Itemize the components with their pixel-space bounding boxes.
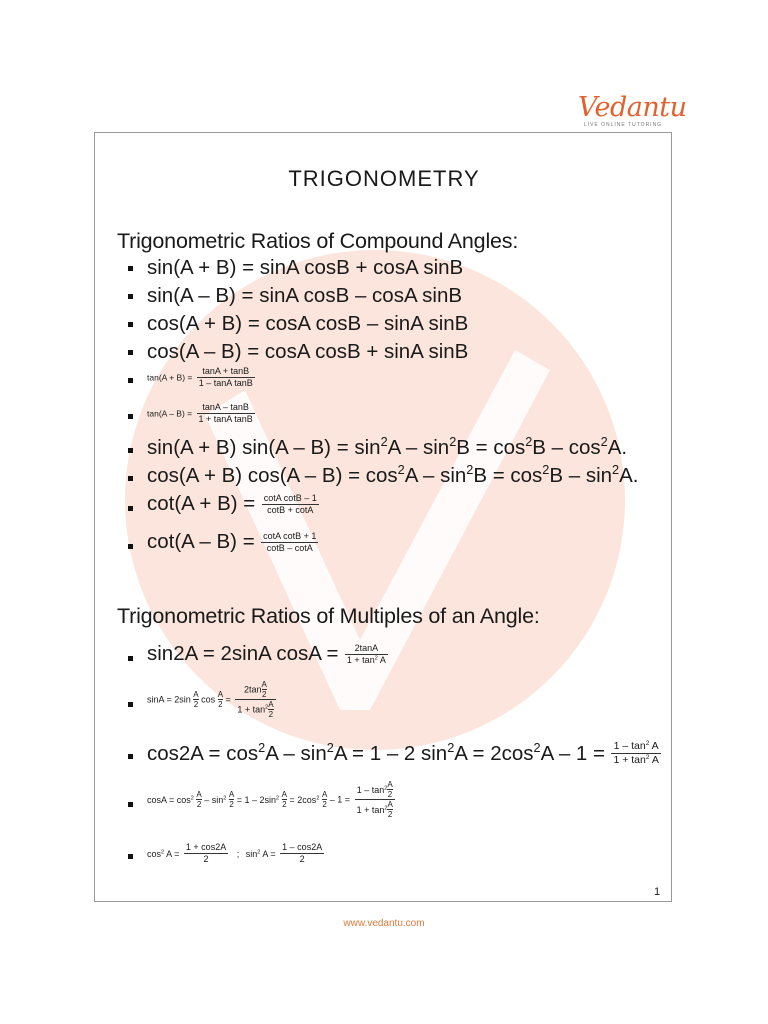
logo-wordmark: Vedantu	[578, 92, 687, 123]
bullet	[128, 702, 133, 707]
bullet	[128, 448, 133, 453]
bullet	[128, 476, 133, 481]
footer-url[interactable]: www.vedantu.com	[343, 918, 425, 929]
bullet	[128, 754, 133, 759]
bullet	[128, 544, 133, 549]
section-heading-compound: Trigonometric Ratios of Compound Angles:	[117, 229, 519, 253]
page-title: TRIGONOMETRY	[288, 166, 480, 191]
bullet	[128, 802, 133, 807]
logo-tagline: LIVE ONLINE TUTORING	[583, 122, 663, 128]
bullet	[128, 414, 133, 419]
vedantu-logo	[578, 92, 687, 129]
bullet	[128, 656, 133, 661]
bullet	[128, 266, 133, 271]
bullet	[128, 506, 133, 511]
bullet	[128, 294, 133, 299]
bullet	[128, 350, 133, 355]
bullet	[128, 378, 133, 383]
page-number: 1	[654, 886, 661, 898]
section-heading-multiples: Trigonometric Ratios of Multiples of an Angle:	[117, 604, 540, 628]
bullet	[128, 854, 133, 859]
bullet	[128, 322, 133, 327]
